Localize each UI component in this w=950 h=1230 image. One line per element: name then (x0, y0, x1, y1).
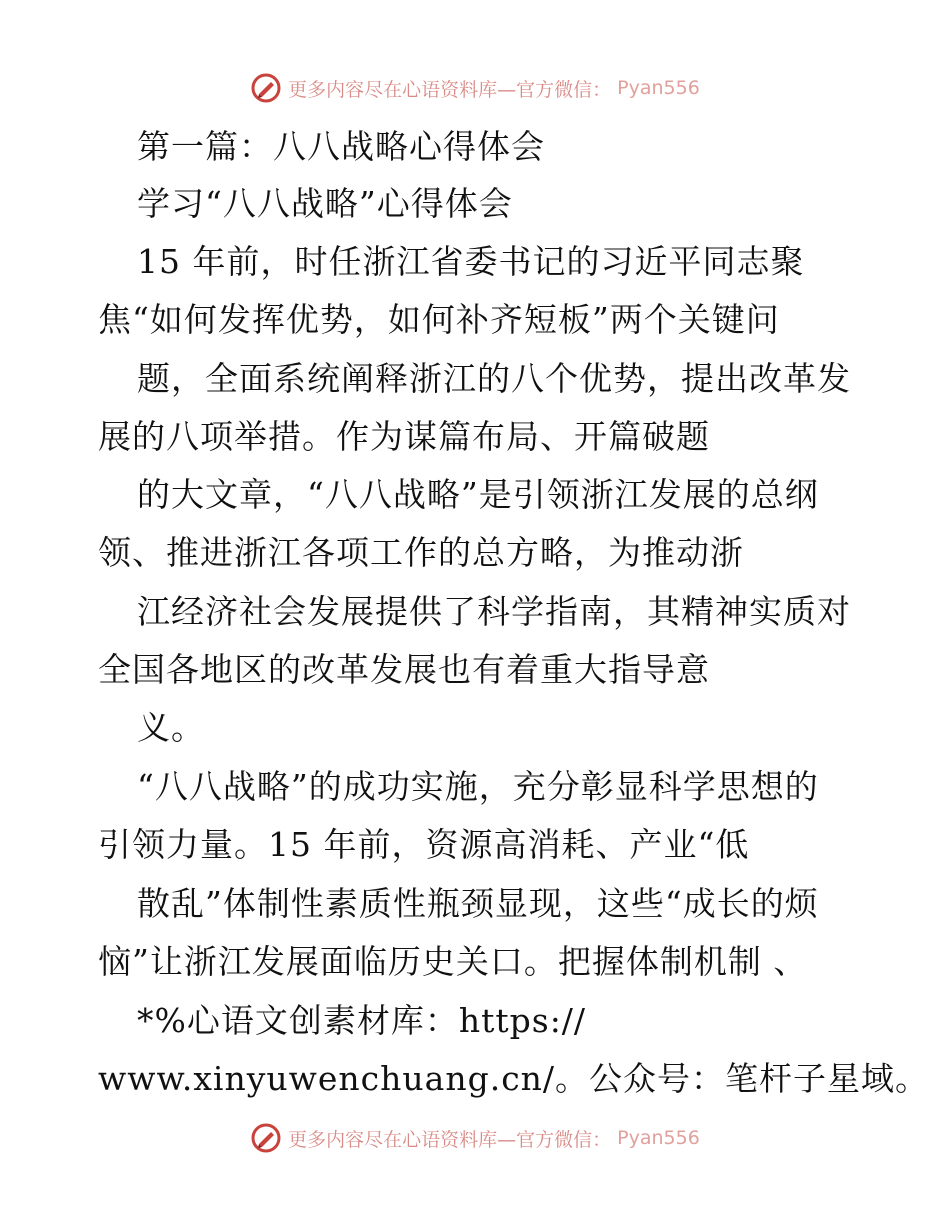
footer-watermark (0, 1122, 950, 1154)
doc-line: 引领力量。15 年前，资源高消耗、产业“低 (98, 825, 750, 864)
doc-line: 焦“如何发挥优势，如何补齐短板”两个关键问 (98, 300, 780, 339)
header-watermark (0, 72, 950, 104)
doc-line: 江经济社会发展提供了科学指南，其精神实质对 (137, 592, 851, 631)
doc-line: 题，全面系统阐释浙江的八个优势，提出改革发 (137, 359, 851, 398)
doc-subtitle: 学习“八八战略”心得体会 (137, 184, 513, 223)
doc-line: 恼”让浙江发展面临历史关口。把握体制机制 、 (98, 942, 808, 981)
watermark-text: 更多内容尽在心语资料库—官方微信： (288, 1128, 612, 1151)
doc-line: 散乱”体制性素质性瓶颈显现，这些“成长的烦 (137, 884, 819, 923)
doc-line: 全国各地区的改革发展也有着重大指导意 (98, 650, 710, 689)
pen-logo-icon (250, 1122, 282, 1154)
doc-line: “八八战略”的成功实施，充分彰显科学思想的 (137, 767, 819, 806)
pen-logo-icon (250, 72, 282, 104)
doc-line: 义。 (137, 708, 205, 747)
watermark-text: 更多内容尽在心语资料库—官方微信： (288, 78, 612, 101)
doc-line: 领、推进浙江各项工作的总方略，为推动浙 (98, 533, 744, 572)
doc-line: www.xinyuwenchuang.cn/。公众号：笔杆子星域。 (98, 1059, 930, 1098)
watermark-wechat-id: Pyan556 (617, 1127, 700, 1149)
doc-title: 第一篇：八八战略心得体会 (137, 127, 545, 166)
doc-line: 的大文章，“八八战略”是引领浙江发展的总纲 (137, 475, 819, 514)
doc-line: *%心语文创素材库：https:// (137, 1001, 587, 1040)
doc-line: 15 年前，时任浙江省委书记的习近平同志聚 (137, 242, 805, 281)
watermark-wechat-id: Pyan556 (617, 77, 700, 99)
doc-line: 展的八项举措。作为谋篇布局、开篇破题 (98, 417, 710, 456)
